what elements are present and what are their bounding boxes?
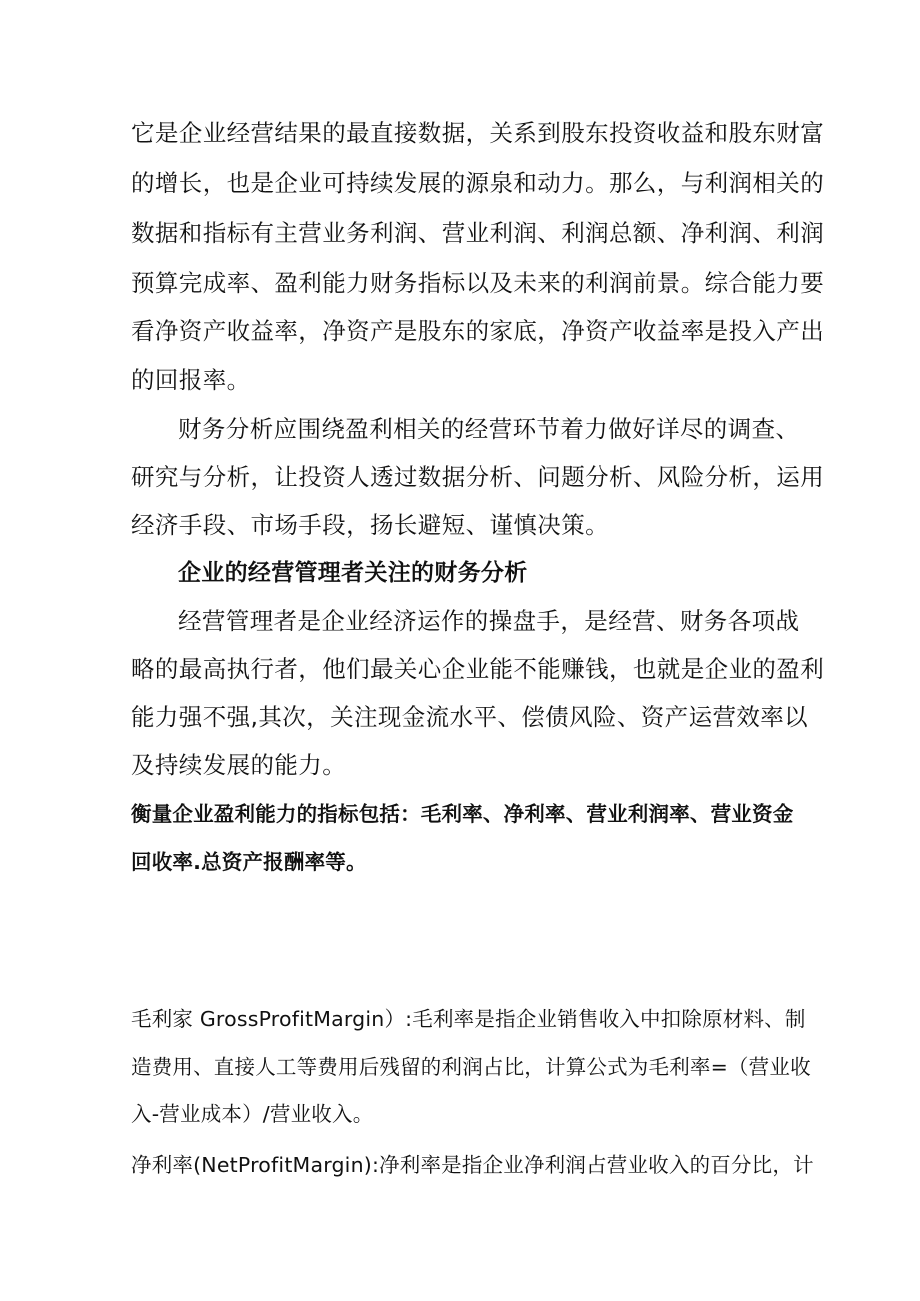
paragraph-1-line-3: 数据和指标有主营业务利润、营业利润、利润总额、净利润、利润 [131,219,825,247]
paragraph-3-line-3: 能力强不强,其次，关注现金流水平、偿债风险、资产运营效率以 [131,703,809,731]
indicators-line-1: 衡量企业盈利能力的指标包括：毛利率、净利率、营业利润率、营业资金 [131,802,794,826]
paragraph-1-line-2: 的增长，也是企业可持续发展的源泉和动力。那么，与利润相关的 [131,169,825,197]
paragraph-1-line-6: 的回报率。 [131,366,251,394]
paragraph-3-line-1: 经营管理者是企业经济运作的操盘手，是经营、财务各项战 [178,607,800,635]
paragraph-2-line-2: 研究与分析，让投资人透过数据分析、问题分析、风险分析，运用 [131,463,825,491]
gross-margin-line-3: 入-营业成本）/营业收入。 [131,1102,374,1126]
gross-margin-line-1: 毛利家 GrossProfitMargin）:毛利率是指企业销售收入中扣除原材料、制 [131,1007,806,1031]
gross-margin-line-2: 造费用、直接人工等费用后残留的利润占比，计算公式为毛利率=（营业收 [131,1055,811,1079]
paragraph-2-line-3: 经济手段、市场手段，扬长避短、谨慎决策。 [131,511,609,539]
section-heading: 企业的经营管理者关注的财务分析 [178,560,528,586]
paragraph-3-line-4: 及持续发展的能力。 [131,751,347,779]
paragraph-1-line-4: 预算完成率、盈利能力财务指标以及未来的利润前景。综合能力要 [131,269,825,297]
paragraph-1-line-1: 它是企业经营结果的最直接数据，关系到股东投资收益和股东财富 [131,119,825,147]
net-margin-line-1: 净利率(NetProfitMargin):净利率是指企业净利润占营业收入的百分比，计 [131,1153,814,1177]
paragraph-3-line-2: 略的最高执行者，他们最关心企业能不能赚钱，也就是企业的盈利 [131,655,825,683]
paragraph-2-line-1: 财务分析应围绕盈利相关的经营环节着力做好详尽的调查、 [178,415,800,443]
indicators-line-2: 回收率.总资产报酬率等。 [131,850,367,874]
paragraph-1-line-5: 看净资产收益率，净资产是股东的家底，净资产收益率是投入产出 [131,317,825,345]
